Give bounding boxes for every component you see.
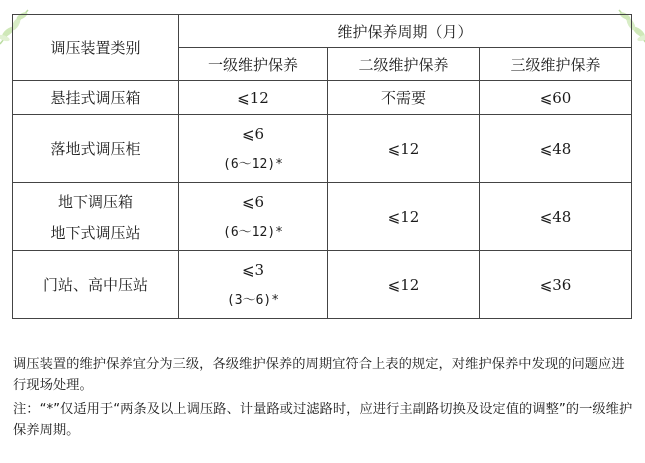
row-level3: ⩽36 (480, 251, 632, 319)
header-level2: 二级维护保养 (328, 48, 480, 81)
row-level1-alt-value: (6～12)* (223, 225, 283, 240)
row-category (13, 251, 179, 319)
row-level2: 不需要 (328, 81, 480, 115)
row-level2: ⩽12 (328, 115, 480, 183)
maintenance-period-table (12, 14, 632, 319)
row-level1-alt-value: (6～12)* (223, 157, 283, 172)
row-level1-value: ⩽3 (241, 261, 265, 279)
table-row (13, 183, 632, 251)
row-category (13, 115, 179, 183)
row-level3: ⩽48 (480, 183, 632, 251)
row-level1 (179, 115, 328, 183)
row-level2: ⩽12 (328, 183, 480, 251)
maintenance-paragraph: 调压装置的维护保养宜分为三级，各级维护保养的周期宜符合上表的规定，对维护保养中发现的问题应进行现场处理。 (13, 357, 625, 393)
table-row (13, 251, 632, 319)
header-period: 维护保养周期（月） (179, 15, 632, 48)
row-category-label: 地下调压箱 (57, 192, 133, 211)
row-category (13, 183, 179, 251)
row-level3: ⩽48 (480, 115, 632, 183)
header-level1: 一级维护保养 (179, 48, 328, 81)
row-category-label-2: 地下式调压站 (50, 223, 141, 242)
row-category-label: 悬挂式调压箱 (50, 89, 141, 107)
header-level3: 三级维护保养 (480, 48, 632, 81)
row-level1 (179, 251, 328, 319)
row-level1-value: ⩽6 (241, 193, 265, 211)
row-level1-alt-value: (3～6)* (226, 293, 280, 308)
table-row (13, 81, 632, 115)
row-level1: ⩽12 (179, 81, 328, 115)
row-category-label: 门站、高中压站 (42, 276, 148, 294)
header-category: 调压装置类别 (13, 15, 179, 81)
row-category-label: 落地式调压柜 (50, 140, 141, 158)
table-header-row (13, 15, 632, 48)
row-level1 (179, 183, 328, 251)
row-level2: ⩽12 (328, 251, 480, 319)
notes-section (13, 354, 633, 441)
table-row (13, 115, 632, 183)
row-level1-value: ⩽6 (241, 125, 265, 143)
row-category (13, 81, 179, 115)
row-level3: ⩽60 (480, 81, 632, 115)
footnote: 注：“*”仅适用于“两条及以上调压路、计量路或过滤路时，应进行主副路切换及设定值的调整”的一级维护保养周期。 (13, 402, 633, 438)
